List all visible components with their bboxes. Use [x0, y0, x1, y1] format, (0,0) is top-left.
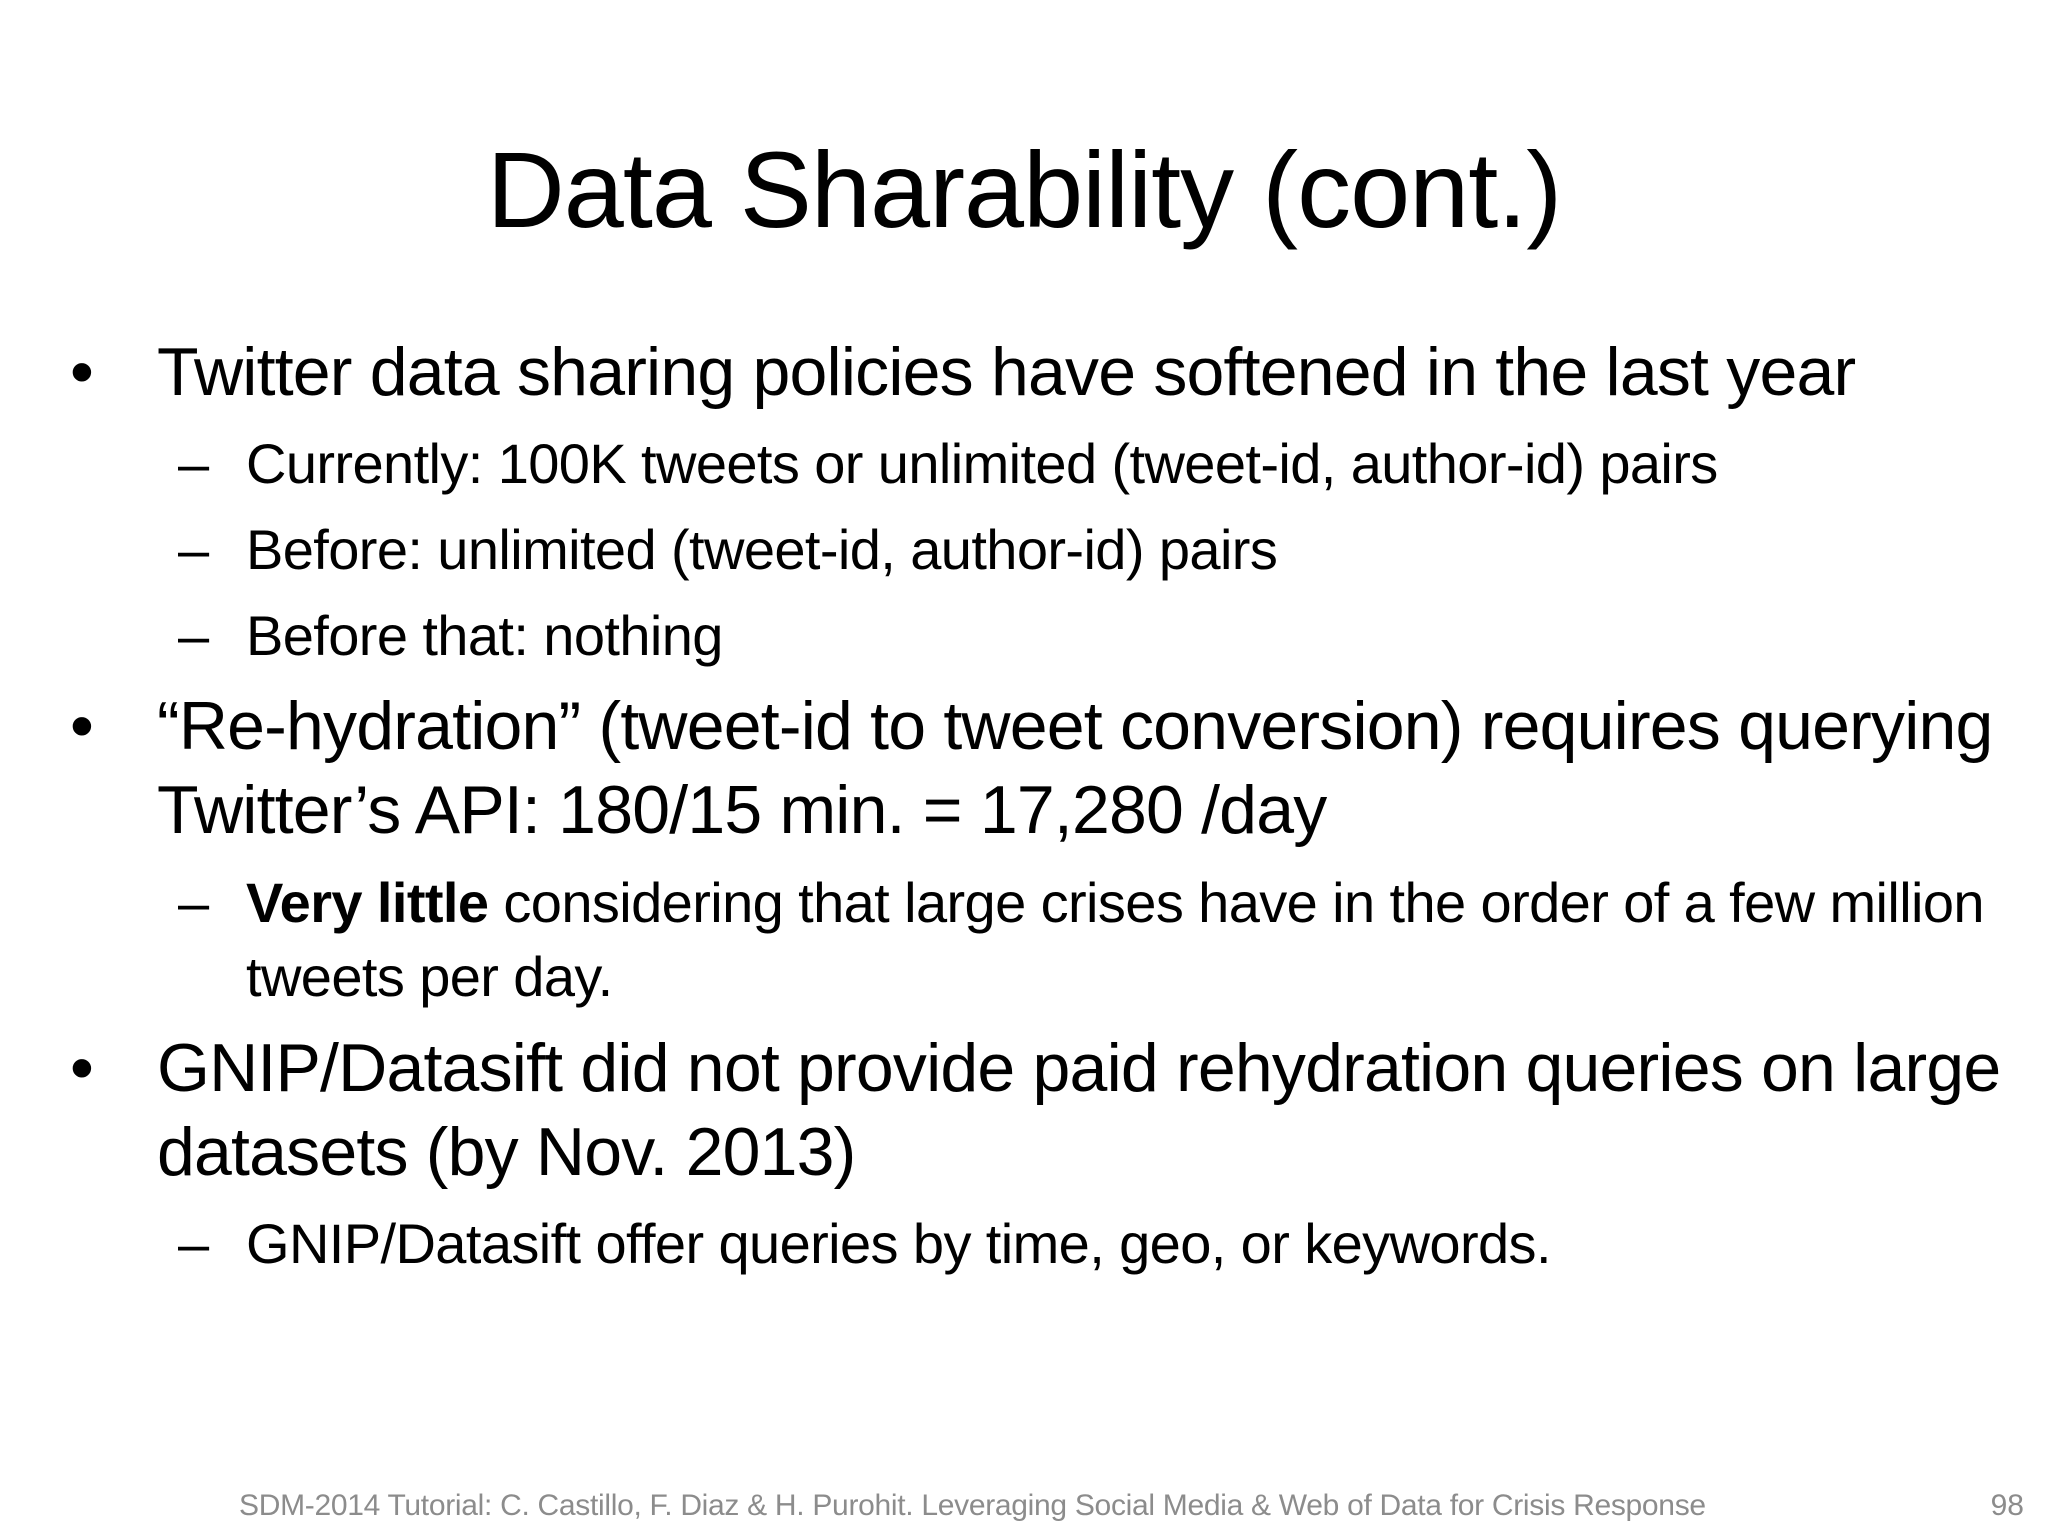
dash-icon: –: [178, 871, 209, 934]
page-number: 98: [1990, 1489, 2024, 1522]
slide-title: Data Sharability (cont.): [486, 129, 1562, 250]
sub-bullet-item: [70, 514, 2010, 586]
sub-bullet-text: Currently: 100K tweets or unlimited (tweet-id, author-id) pairs: [246, 432, 1718, 495]
sub-bullet-text: considering that large crises have in the order of a few million tweets per day.: [246, 871, 1984, 1008]
sub-bullet-text: Before that: nothing: [246, 604, 723, 667]
sub-bullet-item: [70, 600, 2010, 672]
bullet-item: [70, 684, 2010, 852]
sub-bullet-item: [70, 1208, 2010, 1280]
bullet-text: Twitter data sharing policies have softened in the last year: [157, 334, 1856, 410]
footer-credit: SDM-2014 Tutorial: C. Castillo, F. Diaz & H. Purohit. Leveraging Social Media & Web of Data for Crisis Response: [239, 1489, 1706, 1522]
bullet-item: [70, 330, 2010, 414]
bullet-icon: •: [70, 688, 94, 764]
bullet-icon: •: [70, 334, 94, 410]
dash-icon: –: [178, 604, 209, 667]
slide-content: [70, 330, 2010, 1280]
dash-icon: –: [178, 518, 209, 581]
dash-icon: –: [178, 1212, 209, 1275]
bullet-text: “Re-hydration” (tweet-id to tweet conversion) requires querying Twitter’s API: 180/15 min. = 17,280 /day: [157, 688, 1993, 848]
dash-icon: –: [178, 432, 209, 495]
bullet-item: [70, 1026, 2010, 1194]
sub-bullet-text: Before: unlimited (tweet-id, author-id) pairs: [246, 518, 1278, 581]
sub-bullet-item: [70, 866, 2010, 1014]
sub-bullet-text: GNIP/Datasift offer queries by time, geo, or keywords.: [246, 1212, 1551, 1275]
bullet-text: GNIP/Datasift did not provide paid rehydration queries on large datasets (by Nov. 2013): [157, 1030, 2001, 1190]
emphasis-text: Very little: [246, 871, 489, 934]
sub-bullet-item: [70, 428, 2010, 500]
bullet-icon: •: [70, 1030, 94, 1106]
